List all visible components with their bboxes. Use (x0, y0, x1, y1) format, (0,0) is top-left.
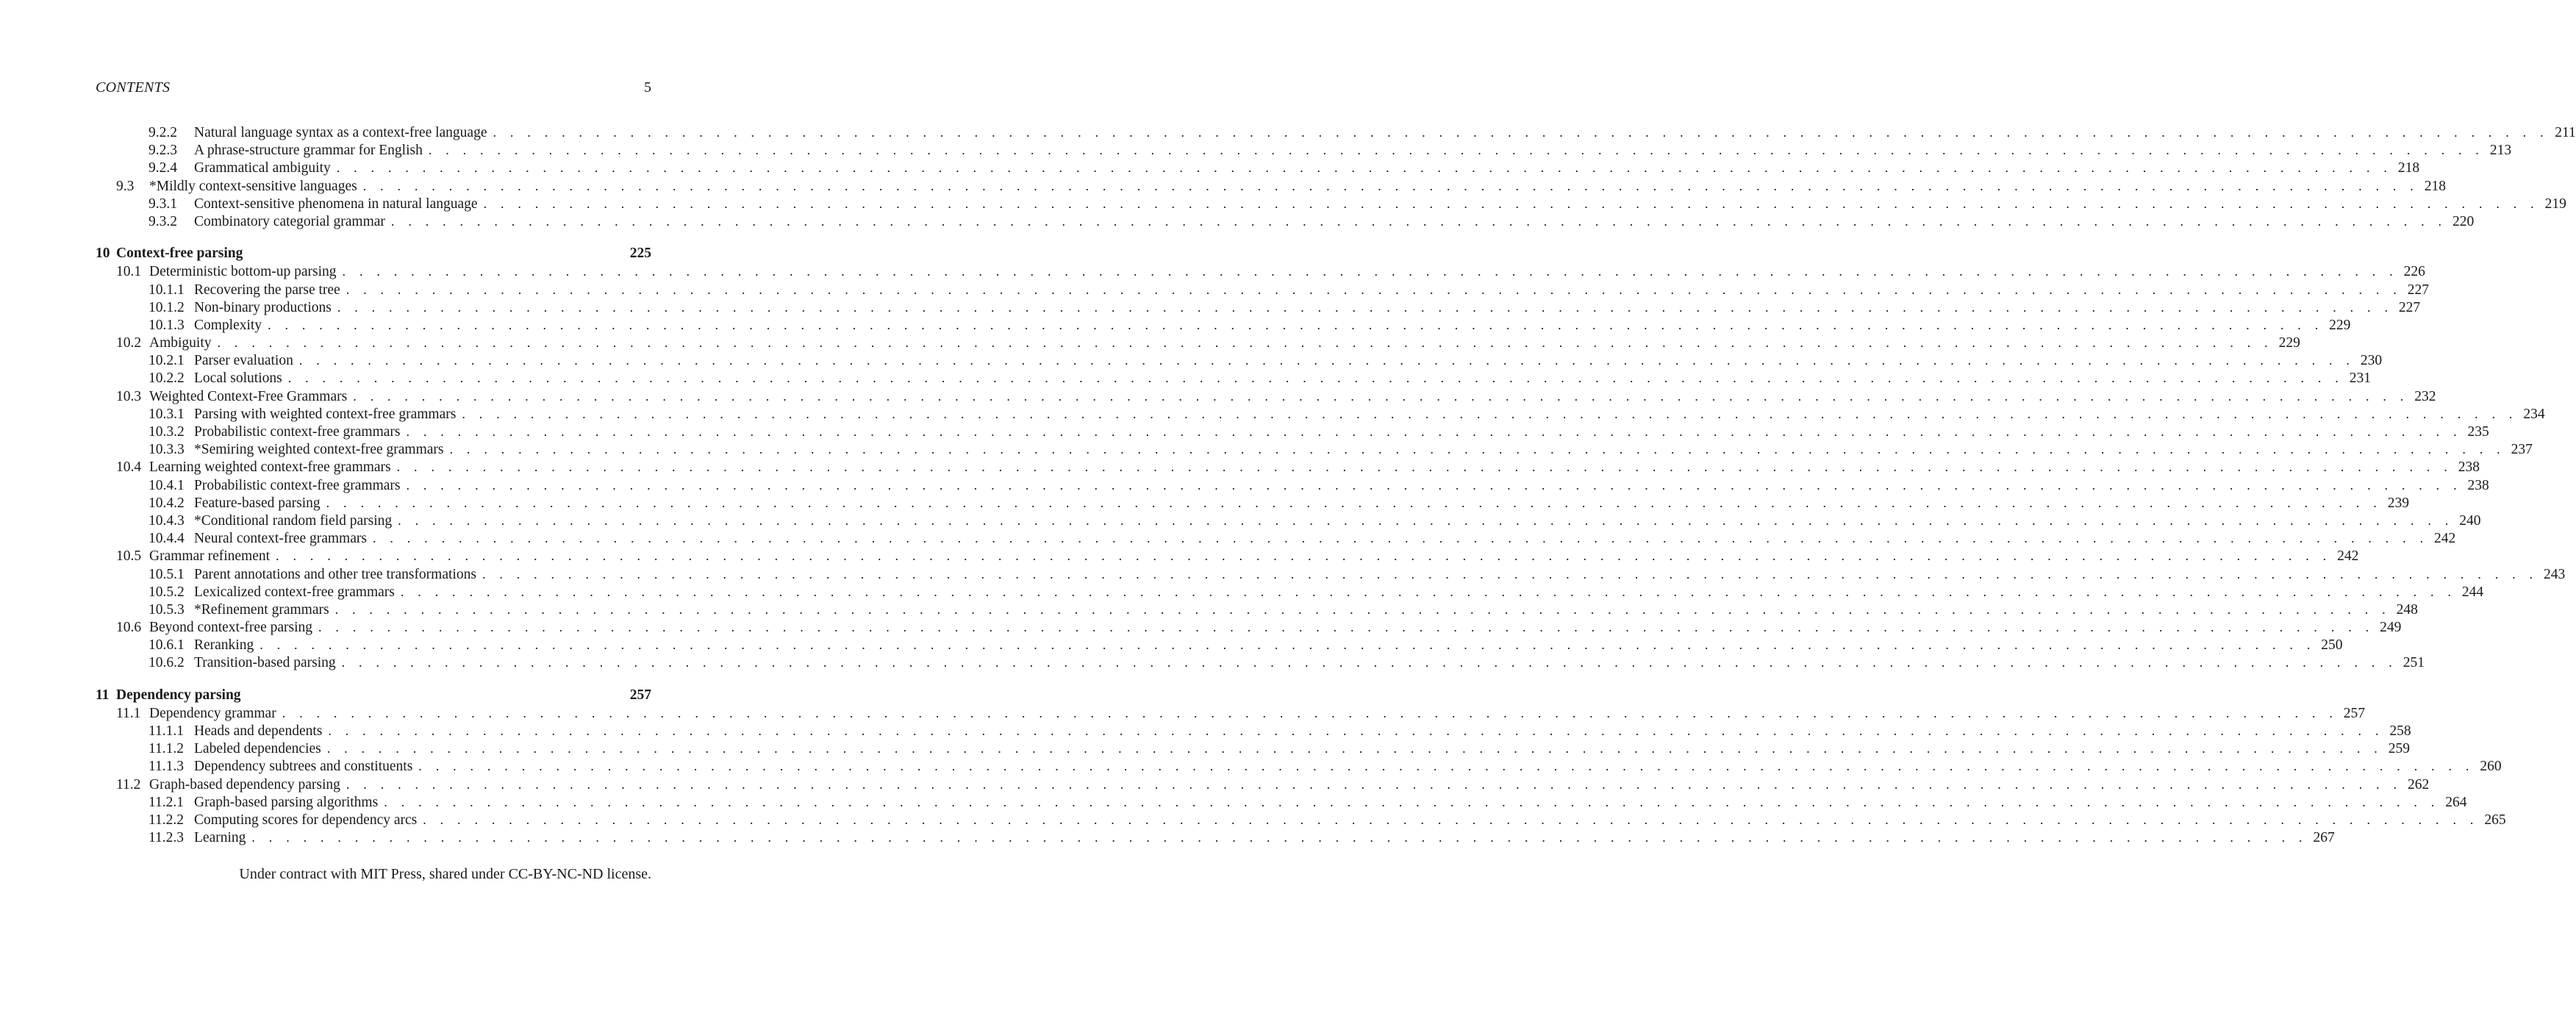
dot-leader: . . . . . . . . . . . . . . . . . . . . . . . . . . . . . . . . . . . . . . . . . . . . . . . . . . . . . . . . . . . . . . . . . . . . . . . . . . . . . . . . . . . . . . . . . . . . . . . . . . . . . . . . . . . . . . . . . . . . . . . . (326, 495, 2382, 510)
dot-leader: . . . . . . . . . . . . . . . . . . . . . . . . . . . . . . . . . . . . . . . . . . . . . . . . . . . . . . . . . . . . . . . . . . . . . . . . . . . . . . . . . . . . . . . . . . . . . . . . . . . . . . . . . . . . . . . . . . . . . . . . (406, 424, 2462, 439)
toc-subsection-entry[interactable] (96, 512, 2481, 529)
toc-entry-number: 10.4.3 (149, 512, 185, 529)
toc-entry-title: Non-binary productions (194, 299, 332, 315)
toc-entry-page: 227 (2398, 299, 2421, 315)
toc-entry-title: Transition-based parsing (194, 655, 336, 671)
toc-entry-page: 238 (2467, 477, 2489, 493)
toc-section-entry[interactable] (96, 618, 2402, 636)
toc-subsection-entry[interactable] (96, 316, 2351, 334)
toc-entry-title: Graph-based parsing algorithms (194, 794, 379, 810)
dot-leader: . . . . . . . . . . . . . . . . . . . . . . . . . . . . . . . . . . . . . . . . . . . . . . . . . . . . . . . . . . . . . . . . . . . . . . . . . . . . . . . . . . . . . . . . . . . . . . . . . . . . . . . . . . . . . . . . . . . . . . . . (423, 812, 2479, 827)
toc-subsection-entry[interactable] (96, 793, 2467, 811)
dot-leader: . . . . . . . . . . . . . . . . . . . . . . . . . . . . . . . . . . . . . . . . . . . . . . . . . . . . . . . . . . . . . . . . . . . . . . . . . . . . . . . . . . . . . . . . . . . . . . . . . . . . . . . . . . . . . . . . . . . . . . . . (449, 442, 2505, 457)
dot-leader: . . . . . . . . . . . . . . . . . . . . . . . . . . . . . . . . . . . . . . . . . . . . . . . . . . . . . . . . . . . . . . . . . . . . . . . . . . . . . . . . . . . . . . . . . . . . . . . . . . . . . . . . . . . . . . . . . . . . . . . . (428, 143, 2485, 158)
dot-leader: . . . . . . . . . . . . . . . . . . . . . . . . . . . . . . . . . . . . . . . . . . . . . . . . . . . . . . . . . . . . . . . . . . . . . . . . . . . . . . . . . . . . . . . . . . . . . . . . . . . . . . . . . . . . . . . . . . . . . . . . (398, 512, 2454, 528)
toc-entry-page: 265 (2484, 812, 2506, 828)
toc-entry-page: 237 (2511, 442, 2533, 458)
toc-entry-number: 9.3.1 (149, 196, 177, 212)
toc-subsection-entry[interactable] (96, 212, 2475, 230)
toc-entry-number: 10.4.1 (149, 477, 185, 493)
toc-subsection-entry[interactable] (96, 440, 2533, 458)
toc-subsection-entry[interactable] (96, 636, 2343, 654)
toc-entry-number: 9.2.4 (149, 160, 177, 176)
toc-entry-number: 10.1.1 (149, 282, 185, 298)
toc-entry-page: 257 (629, 687, 651, 703)
dot-leader: . . . . . . . . . . . . . . . . . . . . . . . . . . . . . . . . . . . . . . . . . . . . . . . . . . . . . . . . . . . . . . . . . . . . . . . . . . . . . . . . . . . . . . . . . . . . . . . . . . . . . . . . . . . . . . . . . . . . . . . . (400, 584, 2457, 599)
running-head-title: CONTENTS (96, 79, 171, 96)
toc-entry-title: Recovering the parse tree (194, 282, 340, 298)
toc-entry-page: 232 (2414, 388, 2436, 404)
toc-subsection-entry[interactable] (96, 159, 2420, 176)
toc-entry-number: 9.2.3 (149, 143, 177, 159)
toc-subsection-entry[interactable] (96, 654, 2425, 671)
toc-entry-number: 10.6 (116, 620, 142, 636)
toc-entry-page: 218 (2424, 178, 2447, 194)
toc-entry-title: Probabilistic context-free grammars (194, 477, 401, 493)
dot-leader: . . . . . . . . . . . . . . . . . . . . . . . . . . . . . . . . . . . . . . . . . . . . . . . . . . . . . . . . . . . . . . . . . . . . . . . . . . . . . . . . . . . . . . . . . . . . . . . . . . . . . . . . . . . . . . . . . . . . . . . . (390, 213, 2447, 229)
toc-entry-number: 11.1.2 (149, 741, 185, 757)
toc-chapter-entry[interactable] (96, 245, 651, 262)
dot-leader: . . . . . . . . . . . . . . . . . . . . . . . . . . . . . . . . . . . . . . . . . . . . . . . . . . . . . . . . . . . . . . . . . . . . . . . . . . . . . . . . . . . . . . . . . . . . . . . . . . . . . . . . . . . . . . . . . . . . . . . . (353, 388, 2409, 404)
dot-leader: . . . . . . . . . . . . . . . . . . . . . . . . . . . . . . . . . . . . . . . . . . . . . . . . . . . . . . . . . . . . . . . . . . . . . . . . . . . . . . . . . . . . . . . . . . . . . . . . . . . . . . . . . . . . . . . . . . . . . . . . (287, 371, 2344, 386)
dot-leader: . . . . . . . . . . . . . . . . . . . . . . . . . . . . . . . . . . . . . . . . . . . . . . . . . . . . . . . . . . . . . . . . . . . . . . . . . . . . . . . . . . . . . . . . . . . . . . . . . . . . . . . . . . . . . . . . . . . . . . . . (462, 406, 2518, 421)
dot-leader: . . . . . . . . . . . . . . . . . . . . . . . . . . . . . . . . . . . . . . . . . . . . . . . . . . . . . . . . . . . . . . . . . . . . . . . . . . . . . . . . . . . . . . . . . . . . . . . . . . . . . . . . . . . . . . . . . . . . . . . . (362, 178, 2419, 193)
toc-entry-number: 9.3.2 (149, 213, 177, 229)
toc-entry-number: 11.1.3 (149, 759, 185, 775)
toc-subsection-entry[interactable] (96, 757, 2502, 775)
toc-entry-number: 10.5 (116, 548, 142, 565)
toc-entry-number: 11.2.1 (149, 794, 185, 810)
toc-entry-title: Dependency subtrees and constituents (194, 759, 413, 775)
toc-entry-number: 10.1.3 (149, 317, 185, 333)
dot-leader: . . . . . . . . . . . . . . . . . . . . . . . . . . . . . . . . . . . . . . . . . . . . . . . . . . . . . . . . . . . . . . . . . . . . . . . . . . . . . . . . . . . . . . . . . . . . . . . . . . . . . . . . . . . . . . . . . . . . . . . . (372, 531, 2429, 546)
toc-entry-title: Beyond context-free parsing (149, 620, 313, 636)
toc-subsection-entry[interactable] (96, 583, 2484, 601)
toc-entry-title: Grammatical ambiguity (194, 160, 331, 176)
toc-entry-page: 234 (2523, 406, 2545, 422)
toc-entry-page: 225 (629, 246, 651, 262)
toc-entry-number: 10.1 (116, 264, 142, 280)
dot-leader: . . . . . . . . . . . . . . . . . . . . . . . . . . . . . . . . . . . . . . . . . . . . . . . . . . . . . . . . . . . . . . . . . . . . . . . . . . . . . . . . . . . . . . . . . . . . . . . . . . . . . . . . . . . . . . . . . . . . . . . . (418, 759, 2475, 774)
toc-entry-page: 235 (2467, 424, 2489, 440)
toc-entry-title: Weighted Context-Free Grammars (149, 388, 348, 404)
toc-subsection-entry[interactable] (96, 740, 2411, 757)
toc-entry-number: 10.6.2 (149, 655, 185, 671)
toc-entry-title: Labeled dependencies (194, 741, 321, 757)
toc-section-entry[interactable] (96, 334, 2300, 351)
toc-subsection-entry[interactable] (96, 405, 2545, 423)
toc-entry-title: A phrase-structure grammar for English (194, 143, 423, 159)
toc-entry-title: *Refinement grammars (194, 601, 329, 618)
toc-entry-page: 231 (2349, 371, 2372, 387)
toc-entry-number: 11.2.2 (149, 812, 185, 828)
toc-entry-number: 9.2.2 (149, 125, 177, 140)
toc-entry-page: 260 (2480, 759, 2502, 775)
toc-entry-title: Dependency grammar (149, 705, 276, 721)
toc-entry-title: Heads and dependents (194, 723, 323, 739)
toc-entry-number: 10.4.2 (149, 495, 185, 511)
toc-entry-title: Neural context-free grammars (194, 531, 367, 547)
toc-entry-page: 226 (2403, 264, 2425, 280)
toc-entry-page: 250 (2321, 637, 2343, 654)
toc-entry-number: 11.1 (116, 705, 141, 721)
toc-entry-page: 230 (2360, 353, 2383, 369)
toc-entry-title: Learning (194, 830, 246, 846)
toc-entry-title: Lexicalized context-free grammars (194, 584, 395, 600)
toc-entry-page: 240 (2459, 512, 2481, 529)
page-number: 5 (644, 79, 651, 96)
toc-subsection-entry[interactable] (96, 195, 2566, 212)
toc-entry-number: 10.2 (116, 335, 142, 351)
dot-leader: . . . . . . . . . . . . . . . . . . . . . . . . . . . . . . . . . . . . . . . . . . . . . . . . . . . . . . . . . . . . . . . . . . . . . . . . . . . . . . . . . . . . . . . . . . . . . . . . . . . . . . . . . . . . . . . . . . . . . . . . (342, 264, 2398, 279)
toc-entry-number: 10.5.1 (149, 566, 185, 582)
toc-chapter-entry[interactable] (96, 687, 651, 704)
toc-entry-number: 10.5.2 (149, 584, 185, 600)
toc-entry-title: Dependency parsing (116, 687, 241, 703)
table-of-contents (96, 124, 2576, 846)
toc-entry-page: 248 (2396, 601, 2418, 618)
toc-entry-title: Context-free parsing (116, 246, 243, 262)
toc-entry-number: 10.4 (116, 459, 142, 476)
toc-entry-title: Local solutions (194, 371, 282, 387)
toc-entry-number: 10.3.2 (149, 424, 185, 440)
toc-entry-number: 10.2.2 (149, 371, 185, 387)
dot-leader: . . . . . . . . . . . . . . . . . . . . . . . . . . . . . . . . . . . . . . . . . . . . . . . . . . . . . . . . . . . . . . . . . . . . . . . . . . . . . . . . . . . . . . . . . . . . . . . . . . . . . . . . . . . . . . . . . . . . . . . . (217, 335, 2273, 351)
toc-entry-number: 9.3 (116, 178, 135, 194)
dot-leader: . . . . . . . . . . . . . . . . . . . . . . . . . . . . . . . . . . . . . . . . . . . . . . . . . . . . . . . . . . . . . . . . . . . . . . . . . . . . . . . . . . . . . . . . . . . . . . . . . . . . . . . . . . . . . . . . . . . . . . . . (268, 317, 2324, 332)
toc-entry-number: 11.2.3 (149, 830, 185, 846)
toc-entry-page: 249 (2380, 620, 2402, 636)
dot-leader: . . . . . . . . . . . . . . . . . . . . . . . . . . . . . . . . . . . . . . . . . . . . . . . . . . . . . . . . . . . . . . . . . . . . . . . . . . . . . . . . . . . . . . . . . . . . . . . . . . . . . . . . . . . . . . . . . . . . . . . . (346, 776, 2403, 792)
toc-subsection-entry[interactable] (96, 565, 2566, 583)
toc-entry-page: 239 (2387, 495, 2409, 511)
toc-entry-title: *Conditional random field parsing (194, 512, 393, 529)
dot-leader: . . . . . . . . . . . . . . . . . . . . . . . . . . . . . . . . . . . . . . . . . . . . . . . . . . . . . . . . . . . . . . . . . . . . . . . . . . . . . . . . . . . . . . . . . . . . . . . . . . . . . . . . . . . . . . . . . . . . . . . . (337, 299, 2394, 315)
toc-entry-page: 243 (2544, 566, 2566, 582)
dot-leader: . . . . . . . . . . . . . . . . . . . . . . . . . . . . . . . . . . . . . . . . . . . . . . . . . . . . . . . . . . . . . . . . . . . . . . . . . . . . . . . . . . . . . . . . . . . . . . . . . . . . . . . . . . . . . . . . . . . . . . . . (326, 741, 2383, 756)
toc-subsection-entry[interactable] (96, 423, 2489, 440)
toc-entry-page: 229 (2278, 335, 2300, 351)
toc-entry-page: 267 (2313, 830, 2335, 846)
toc-entry-title: Computing scores for dependency arcs (194, 812, 418, 828)
dot-leader: . . . . . . . . . . . . . . . . . . . . . . . . . . . . . . . . . . . . . . . . . . . . . . . . . . . . . . . . . . . . . . . . . . . . . . . . . . . . . . . . . . . . . . . . . . . . . . . . . . . . . . . . . . . . . . . . . . . . . . . . (298, 353, 2355, 368)
toc-entry-page: 238 (2458, 459, 2480, 476)
toc-entry-title: *Semiring weighted context-free grammars (194, 442, 444, 458)
dot-leader: . . . . . . . . . . . . . . . . . . . . . . . . . . . . . . . . . . . . . . . . . . . . . . . . . . . . . . . . . . . . . . . . . . . . . . . . . . . . . . . . . . . . . . . . . . . . . . . . . . . . . . . . . . . . . . . . . . . . . . . . (251, 830, 2308, 845)
toc-subsection-entry[interactable] (96, 811, 2506, 829)
dot-leader: . . . . . . . . . . . . . . . . . . . . . . . . . . . . . . . . . . . . . . . . . . . . . . . . . . . . . . . . . . . . . . . . . . . . . . . . . . . . . . . . . . . . . . . . . . . . . . . . . . . . . . . . . . . . . . . . . . . . . . . . (260, 637, 2316, 653)
license-footer: Under contract with MIT Press, shared under CC-BY-NC-ND license. (239, 866, 651, 882)
dot-leader: . . . . . . . . . . . . . . . . . . . . . . . . . . . . . . . . . . . . . . . . . . . . . . . . . . . . . . . . . . . . . . . . . . . . . . . . . . . . . . . . . . . . . . . . . . . . . . . . . . . . . . . . . . . . . . . . . . . . . . . . (396, 459, 2452, 475)
toc-subsection-entry[interactable] (96, 281, 2430, 298)
toc-entry-page: 259 (2388, 741, 2411, 757)
toc-entry-number: 11.2 (116, 776, 141, 792)
toc-subsection-entry[interactable] (96, 141, 2512, 159)
toc-entry-page: 220 (2452, 213, 2475, 229)
dot-leader: . . . . . . . . . . . . . . . . . . . . . . . . . . . . . . . . . . . . . . . . . . . . . . . . . . . . . . . . . . . . . . . . . . . . . . . . . . . . . . . . . . . . . . . . . . . . . . . . . . . . . . . . . . . . . . . . . . . . . . . . (346, 282, 2403, 297)
toc-subsection-entry[interactable] (96, 829, 2335, 846)
dot-leader: . . . . . . . . . . . . . . . . . . . . . . . . . . . . . . . . . . . . . . . . . . . . . . . . . . . . . . . . . . . . . . . . . . . . . . . . . . . . . . . . . . . . . . . . . . . . . . . . . . . . . . . . . . . . . . . . . . . . . . . . (482, 566, 2539, 582)
toc-entry-title: Ambiguity (149, 335, 212, 351)
toc-entry-title: Deterministic bottom-up parsing (149, 264, 337, 280)
toc-entry-page: 227 (2407, 282, 2430, 298)
toc-section-entry[interactable] (96, 547, 2359, 565)
toc-entry-page: 257 (2343, 705, 2366, 721)
dot-leader: . . . . . . . . . . . . . . . . . . . . . . . . . . . . . . . . . . . . . . . . . . . . . . . . . . . . . . . . . . . . . . . . . . . . . . . . . . . . . . . . . . . . . . . . . . . . . . . . . . . . . . . . . . . . . . . . . . . . . . . . (282, 705, 2339, 720)
toc-entry-number: 10.3.1 (149, 406, 185, 422)
toc-section-entry[interactable] (96, 177, 2447, 195)
toc-entry-title: Parsing with weighted context-free grammars (194, 406, 457, 422)
dot-leader: . . . . . . . . . . . . . . . . . . . . . . . . . . . . . . . . . . . . . . . . . . . . . . . . . . . . . . . . . . . . . . . . . . . . . . . . . . . . . . . . . . . . . . . . . . . . . . . . . . . . . . . . . . . . . . . . . . . . . . . . (406, 477, 2462, 493)
toc-entry-title: *Mildly context-sensitive languages (149, 178, 357, 194)
dot-leader: . . . . . . . . . . . . . . . . . . . . . . . . . . . . . . . . . . . . . . . . . . . . . . . . . . . . . . . . . . . . . . . . . . . . . . . . . . . . . . . . . . . . . . . . . . . . . . . . . . . . . . . . . . . . . . . . . . . . . . . . (276, 548, 2332, 564)
toc-subsection-entry[interactable] (96, 722, 2411, 740)
toc-entry-title: Probabilistic context-free grammars (194, 424, 401, 440)
toc-subsection-entry[interactable] (96, 369, 2372, 387)
toc-entry-title: Grammar refinement (149, 548, 271, 565)
toc-entry-title: Parent annotations and other tree transformations (194, 566, 476, 582)
toc-subsection-entry[interactable] (96, 494, 2409, 512)
toc-entry-title: Combinatory categorial grammar (194, 213, 385, 229)
toc-section-entry[interactable] (96, 387, 2436, 405)
toc-entry-number: 10.3 (116, 388, 142, 404)
dot-leader: . . . . . . . . . . . . . . . . . . . . . . . . . . . . . . . . . . . . . . . . . . . . . . . . . . . . . . . . . . . . . . . . . . . . . . . . . . . . . . . . . . . . . . . . . . . . . . . . . . . . . . . . . . . . . . . . . . . . . . . . (334, 601, 2391, 617)
toc-entry-page: 213 (2489, 143, 2512, 159)
toc-entry-number: 10.3.3 (149, 442, 185, 458)
toc-entry-number: 10.1.2 (149, 299, 185, 315)
toc-subsection-entry[interactable] (96, 298, 2421, 316)
toc-section-entry[interactable] (96, 704, 2366, 722)
toc-entry-page: 242 (2337, 548, 2359, 565)
toc-entry-title: Feature-based parsing (194, 495, 321, 511)
dot-leader: . . . . . . . . . . . . . . . . . . . . . . . . . . . . . . . . . . . . . . . . . . . . . . . . . . . . . . . . . . . . . . . . . . . . . . . . . . . . . . . . . . . . . . . . . . . . . . . . . . . . . . . . . . . . . . . . . . . . . . . . (336, 160, 2393, 176)
toc-entry-page: 229 (2329, 317, 2351, 333)
toc-entry-number: 11.1.1 (149, 723, 185, 739)
toc-entry-title: Complexity (194, 317, 262, 333)
toc-entry-page: 242 (2434, 531, 2456, 547)
toc-subsection-entry[interactable] (96, 476, 2489, 494)
toc-entry-title: Parser evaluation (194, 353, 293, 369)
toc-entry-page: 244 (2461, 584, 2484, 600)
dot-leader: . . . . . . . . . . . . . . . . . . . . . . . . . . . . . . . . . . . . . . . . . . . . . . . . . . . . . . . . . . . . . . . . . . . . . . . . . . . . . . . . . . . . . . . . . . . . . . . . . . . . . . . . . . . . . . . . . . . . . . . . (318, 620, 2375, 635)
toc-entry-number: 10.6.1 (149, 637, 185, 654)
toc-subsection-entry[interactable] (96, 529, 2456, 547)
toc-entry-page: 251 (2403, 655, 2425, 671)
toc-entry-number: 10 (96, 246, 110, 262)
toc-entry-title: Learning weighted context-free grammars (149, 459, 391, 476)
dot-leader: . . . . . . . . . . . . . . . . . . . . . . . . . . . . . . . . . . . . . . . . . . . . . . . . . . . . . . . . . . . . . . . . . . . . . . . . . . . . . . . . . . . . . . . . . . . . . . . . . . . . . . . . . . . . . . . . . . . . . . . . (384, 794, 2440, 809)
dot-leader: . . . . . . . . . . . . . . . . . . . . . . . . . . . . . . . . . . . . . . . . . . . . . . . . . . . . . . . . . . . . . . . . . . . . . . . . . . . . . . . . . . . . . . . . . . . . . . . . . . . . . . . . . . . . . . . . . . . . . . . . (493, 125, 2549, 140)
toc-section-entry[interactable] (96, 458, 2480, 476)
toc-entry-page: 218 (2397, 160, 2420, 176)
toc-subsection-entry[interactable] (96, 351, 2383, 369)
toc-entry-page: 211 (2555, 125, 2576, 140)
running-header (96, 78, 651, 97)
toc-entry-number: 10.4.4 (149, 531, 185, 547)
dot-leader: . . . . . . . . . . . . . . . . . . . . . . . . . . . . . . . . . . . . . . . . . . . . . . . . . . . . . . . . . . . . . . . . . . . . . . . . . . . . . . . . . . . . . . . . . . . . . . . . . . . . . . . . . . . . . . . . . . . . . . . . (483, 196, 2539, 211)
toc-entry-number: 10.2.1 (149, 353, 185, 369)
toc-entry-title: Reranking (194, 637, 254, 654)
dot-leader: . . . . . . . . . . . . . . . . . . . . . . . . . . . . . . . . . . . . . . . . . . . . . . . . . . . . . . . . . . . . . . . . . . . . . . . . . . . . . . . . . . . . . . . . . . . . . . . . . . . . . . . . . . . . . . . . . . . . . . . . (341, 655, 2397, 670)
toc-entry-page: 264 (2445, 794, 2467, 810)
toc-subsection-entry[interactable] (96, 601, 2418, 618)
toc-entry-title: Natural language syntax as a context-free language (194, 125, 487, 140)
toc-entry-number: 11 (96, 687, 110, 703)
toc-entry-page: 262 (2407, 776, 2430, 792)
dot-leader: . . . . . . . . . . . . . . . . . . . . . . . . . . . . . . . . . . . . . . . . . . . . . . . . . . . . . . . . . . . . . . . . . . . . . . . . . . . . . . . . . . . . . . . . . . . . . . . . . . . . . . . . . . . . . . . . . . . . . . . . (328, 723, 2384, 738)
toc-entry-page: 258 (2389, 723, 2411, 739)
toc-entry-title: Context-sensitive phenomena in natural language (194, 196, 478, 212)
toc-section-entry[interactable] (96, 262, 2425, 280)
toc-entry-number: 10.5.3 (149, 601, 185, 618)
toc-section-entry[interactable] (96, 776, 2430, 793)
toc-subsection-entry[interactable] (96, 124, 2576, 141)
toc-entry-page: 219 (2544, 196, 2566, 212)
toc-entry-title: Graph-based dependency parsing (149, 776, 340, 792)
